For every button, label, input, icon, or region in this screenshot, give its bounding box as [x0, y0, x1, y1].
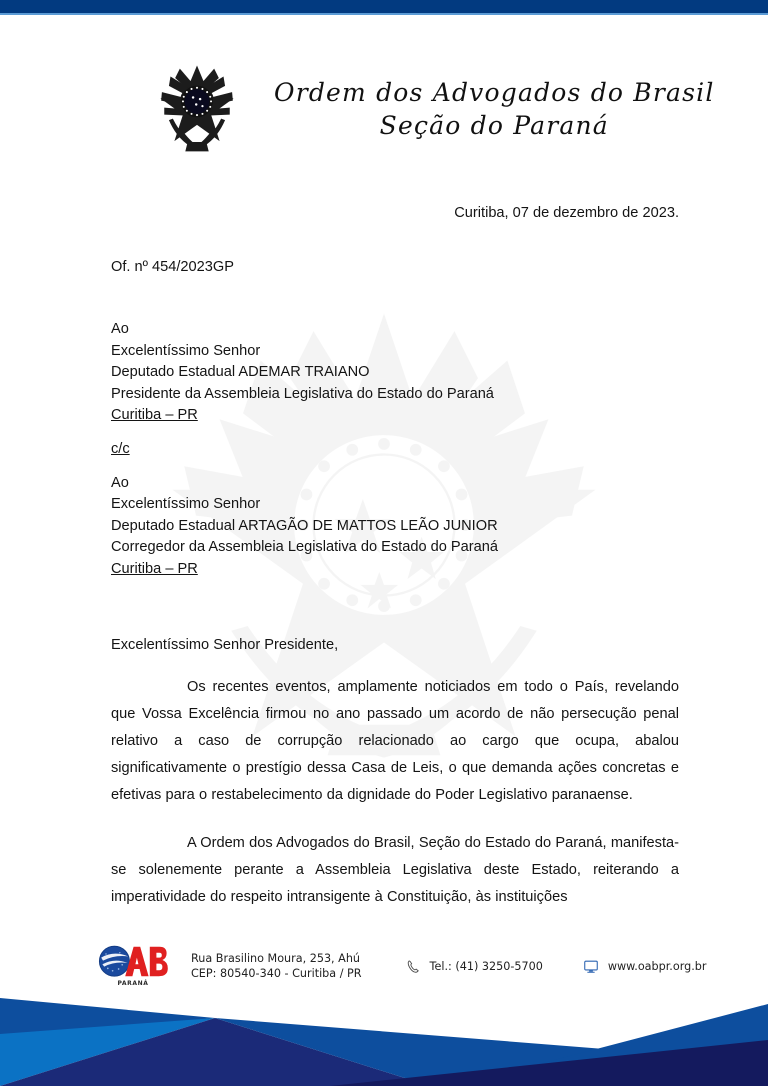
salutation: Excelentíssimo Senhor Presidente,: [111, 637, 339, 653]
phone-icon: [406, 959, 421, 974]
carbon-copy-text: c/c: [111, 440, 130, 457]
top-blue-bar: [0, 0, 768, 13]
footer-phone-text: Tel.: (41) 3250-5700: [429, 959, 543, 973]
footer-website: [583, 959, 707, 974]
letterhead-title: [274, 77, 715, 143]
addressee-primary-line2: Excelentíssimo Senhor: [111, 342, 261, 359]
oab-logo-icon: [97, 944, 169, 988]
addressee-copy-line4: Corregedor da Assembleia Legislativa do Estado do Paraná: [111, 539, 498, 555]
monitor-icon: [583, 959, 599, 974]
addressee-primary-line4: Presidente da Assembleia Legislativa do Estado do Paraná: [111, 385, 494, 402]
place-and-date: Curitiba, 07 de dezembro de 2023.: [454, 205, 679, 221]
footer-phone: [406, 959, 543, 974]
addressee-primary-line3: Deputado Estadual ADEMAR TRAIANO: [111, 364, 370, 380]
footer-address: [191, 951, 362, 981]
addressee-primary: [111, 319, 679, 427]
letterhead: [0, 55, 768, 165]
addressee-copy-city: Curitiba – PR: [111, 560, 198, 577]
brazil-coat-of-arms-icon: [158, 64, 236, 156]
letterhead-title-line2: Seção do Paraná: [379, 111, 609, 141]
addressee-copy: [111, 473, 679, 581]
body-paragraph-1: Os recentes eventos, amplamente noticiados em todo o País, revelando que Vossa Excelência firmou no ano passado um acordo de não persecução penal relativo a caso de corrupção relacionado ao cargo que ocupa, abalou significativamente o prestígio dessa Casa de Leis, o que demanda ações concretas e efetivas para o restabelecimento da dignidade do Poder Legislativo paranaense.: [111, 679, 679, 803]
addressee-primary-line1: Ao: [111, 321, 129, 337]
letterhead-title-line1: Ordem dos Advogados do Brasil: [274, 78, 715, 108]
letter-body: [111, 205, 679, 911]
footer-address-line2: CEP: 80540-340 - Curitiba / PR: [191, 967, 362, 980]
addressee-copy-line2: Excelentíssimo Senhor: [111, 496, 261, 512]
addressee-copy-line3: Deputado Estadual ARTAGÃO DE MATTOS LEÃO JUNIOR: [111, 517, 498, 534]
addressee-copy-line1: Ao: [111, 474, 129, 491]
reference-number: Of. nº 454/2023GP: [111, 259, 234, 275]
svg-text:PARANÁ: PARANÁ: [117, 980, 149, 988]
body-paragraph-2: A Ordem dos Advogados do Brasil, Seção do Estado do Paraná, manifesta-se solenemente perante a Assembleia Legislativa deste Estado, reiterando a imperatividade do respeito intransigente à Constituição, às instituições: [111, 835, 679, 905]
footer-website-text: www.oabpr.org.br: [607, 959, 707, 973]
footer-address-line1: Rua Brasilino Moura, 253, Ahú: [191, 952, 361, 965]
carbon-copy-label: [111, 441, 679, 457]
addressee-primary-city: Curitiba – PR: [111, 407, 198, 423]
top-bar-accent-line: [0, 13, 768, 15]
bottom-decorative-graphic: [0, 990, 768, 1086]
footer-contact-bar: [0, 940, 768, 992]
